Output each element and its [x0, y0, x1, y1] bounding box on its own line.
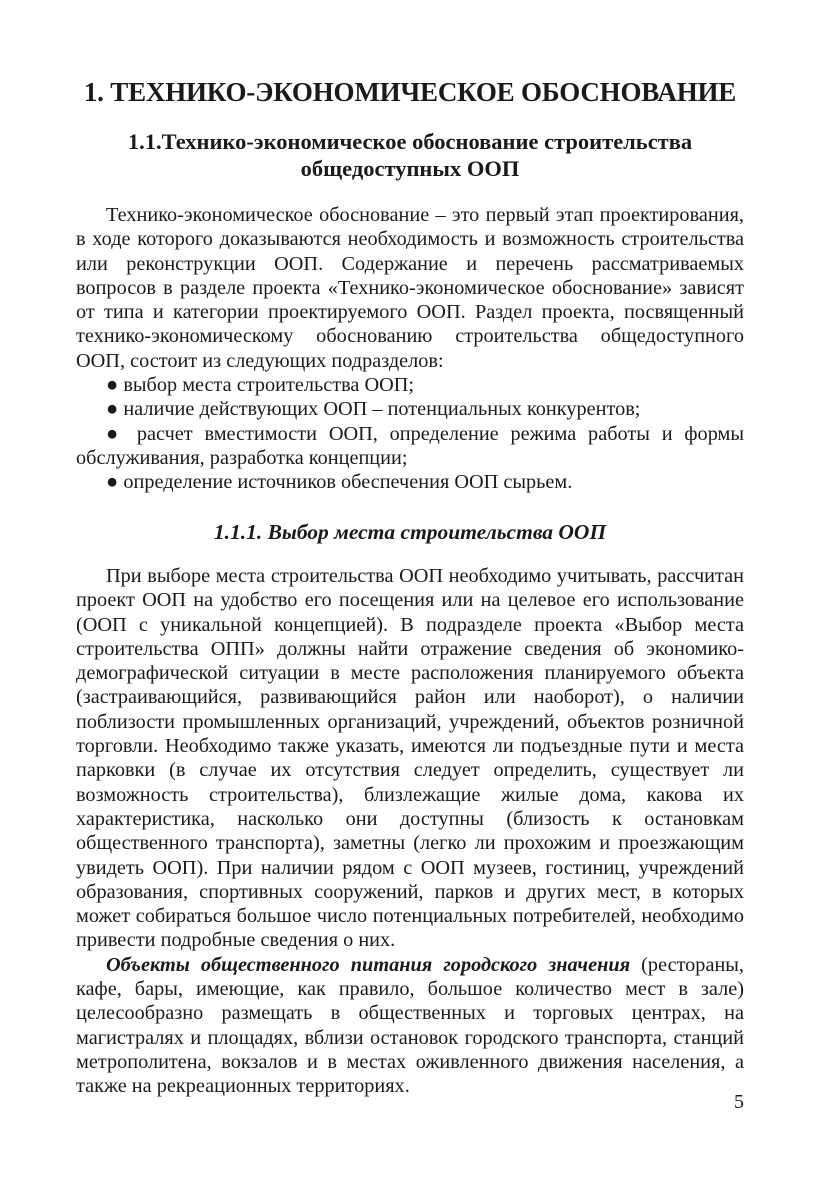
- document-page: [76, 0, 744, 1182]
- subsection-body: [76, 564, 744, 1099]
- bullet-item: ● расчет вместимости ООП, определение режима работы и формы обслуживания, разработка концепции;: [76, 422, 744, 469]
- paragraph-2-text: (рестораны, кафе, бары, имеющие, как правило, большое количество мест в зале) целесообразно размещать в общественных и торговых центрах, на магистралях и площадях, вблизи остановок городского транспорта, станций метрополитена, вокзалов и в местах оживленного движения населения, а также на рекреационных территориях.: [76, 953, 745, 1098]
- subsection-paragraph-1: При выборе места строительства ООП необходимо учитывать, рассчитан проект ООП на удобство его посещения или на целевое его использование (ООП с уникальной концепцией). В подразделе проекта «Выбор места строительства ОПП» должны найти отражение сведения об экономико-демографической ситуации в месте расположения планируемого объекта (застраивающийся, развивающийся район или наоборот), о наличии поблизости промышленных организаций, учреждений, объектов розничной торговли. Необходимо также указать, имеются ли подъездные пути и места парковки (в случае их отсутствия следует определить, существует ли возможность строительства), близлежащие жилые дома, какова их характеристика, насколько они доступны (близость к остановкам общественного транспорта), заметны (легко ли прохожим и проезжающим увидеть ООП). При наличии рядом с ООП музеев, гостиниц, учреждений образования, спортивных сооружений, парков и других мест, в которых может собираться большое число потенциальных потребителей, необходимо привести подробные сведения о них.: [76, 565, 744, 952]
- bullet-item: ● наличие действующих ООП – потенциальных конкурентов;: [106, 398, 641, 421]
- section-title-line-1: 1.1.Технико-экономическое обоснование строительства: [127, 129, 693, 154]
- page-number: 5: [734, 1091, 744, 1113]
- emphasis-phrase: Объекты общественного питания городского значения: [106, 953, 631, 976]
- intro-block: [76, 203, 744, 495]
- subsection-paragraph-2: [76, 953, 744, 1099]
- bullet-item: ● выбор места строительства ООП;: [106, 374, 415, 397]
- chapter-title: 1. ТЕХНИКО-ЭКОНОМИЧЕСКОЕ ОБОСНОВАНИЕ: [83, 77, 737, 107]
- bullet-item: ● определение источников обеспечения ООП сырьем.: [106, 471, 573, 494]
- subsection-title: 1.1.1. Выбор места строительства ООП: [213, 520, 607, 544]
- section-title-line-2: общедоступных ООП: [300, 156, 520, 181]
- section-title: [76, 128, 744, 182]
- intro-paragraph: Технико-экономическое обоснование – это первый этап проектирования, в ходе которого доказываются необходимость и возможность строительства или реконструкции ООП. Содержание и перечень рассматриваемых вопросов в разделе проекта «Технико-экономическое обоснование» зависят от типа и категории проектируемого ООП. Раздел проекта, посвященный технико-экономическому обоснованию строительства общедоступного ООП, состоит из следующих подразделов:: [76, 204, 744, 372]
